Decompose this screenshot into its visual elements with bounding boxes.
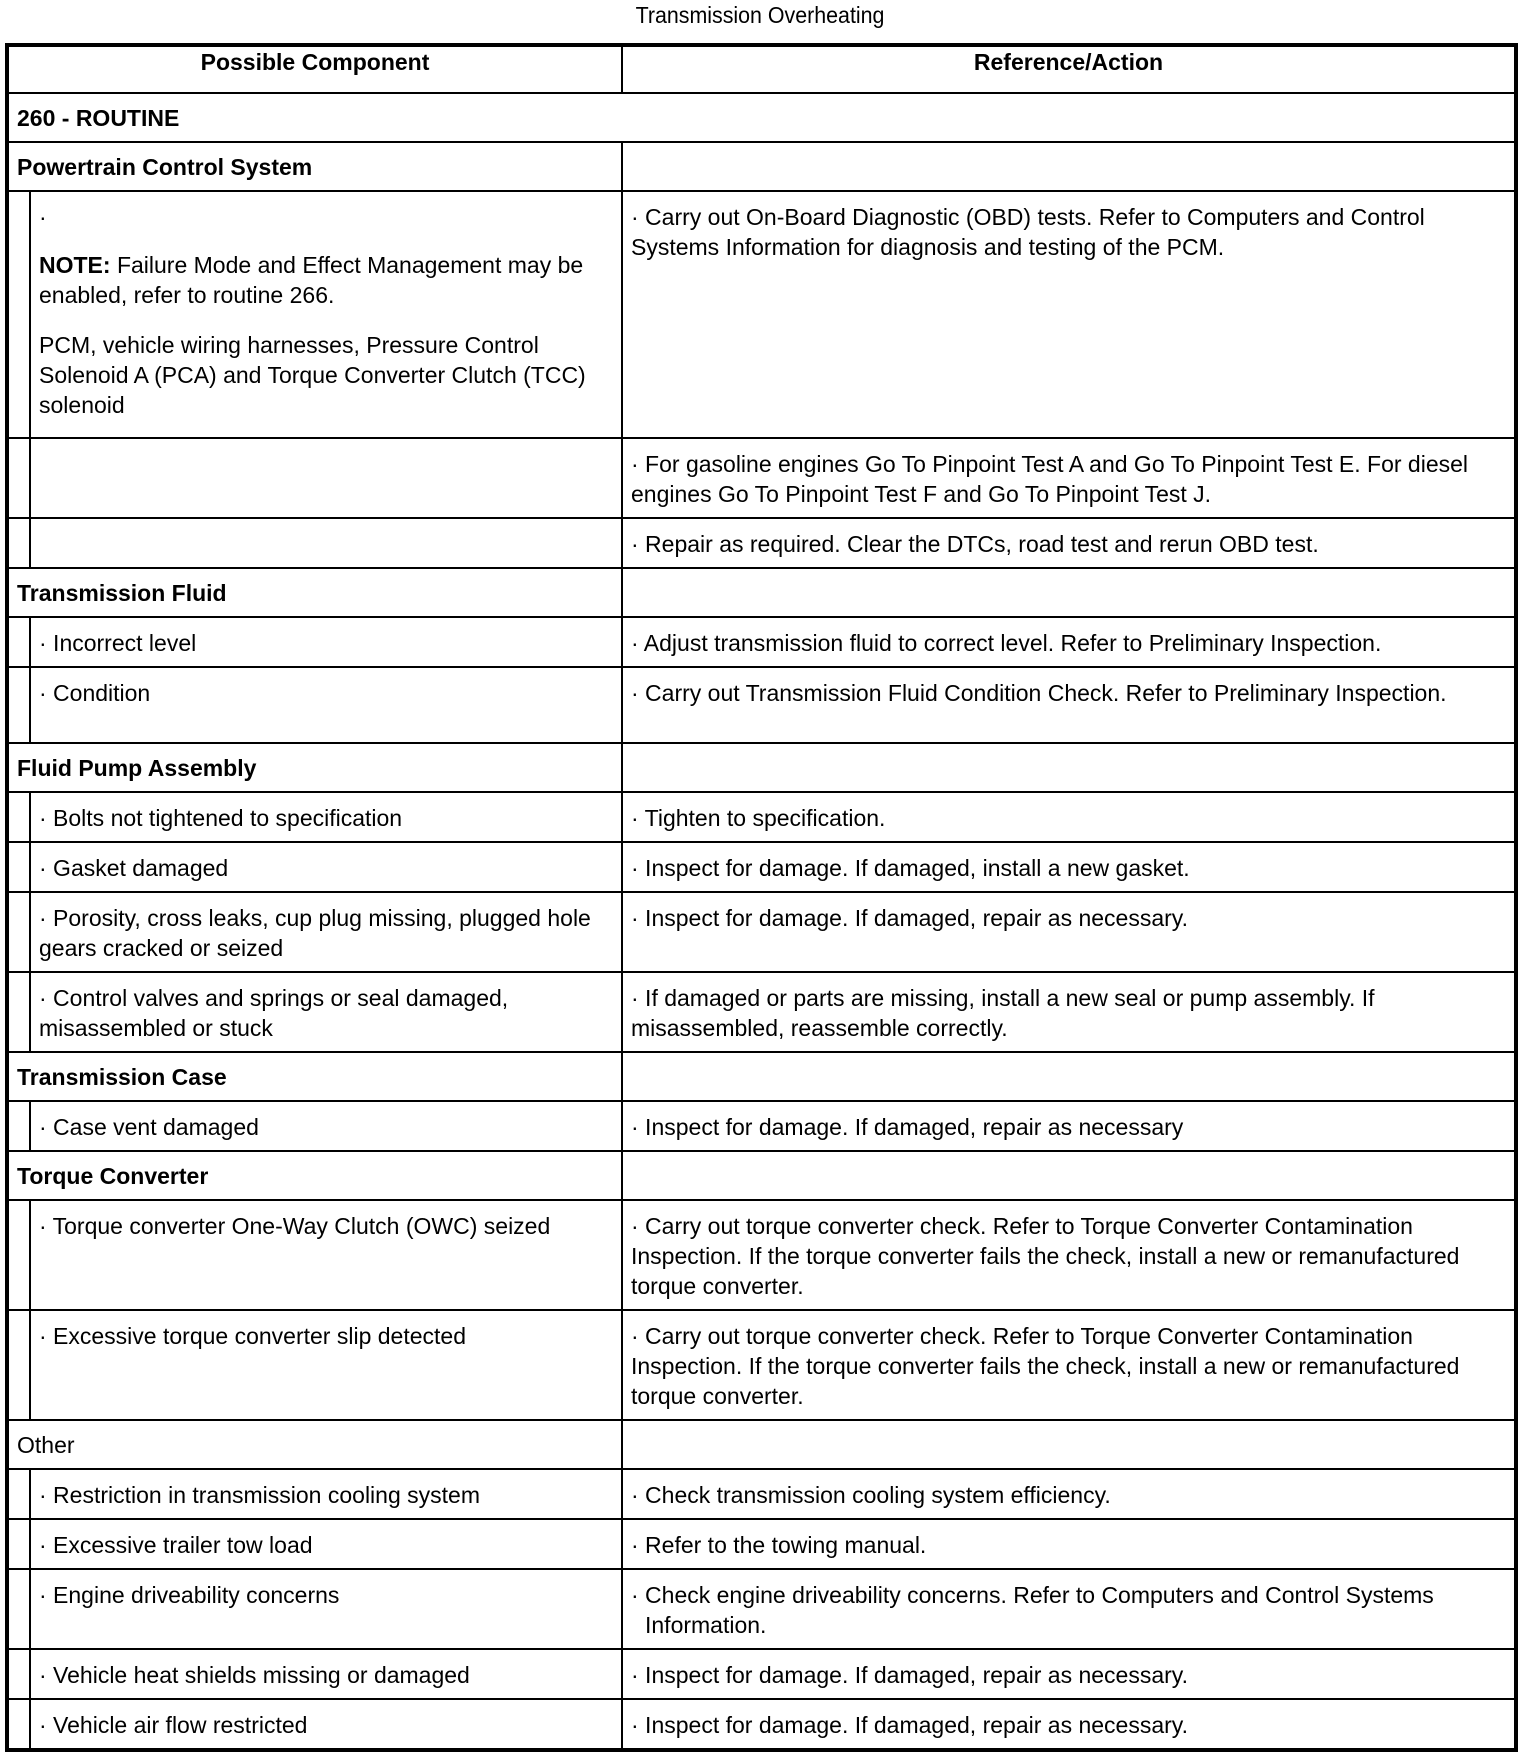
group-reference-cell-empty [622, 1151, 1516, 1200]
group-header-row [7, 568, 1516, 617]
group-reference-cell-empty [622, 568, 1516, 617]
table-row [7, 1101, 1516, 1151]
group-header-row [7, 1151, 1516, 1200]
reference-cell [622, 792, 1516, 842]
column-header-possible-component: Possible Component [7, 45, 622, 93]
indent-cell [7, 667, 30, 743]
component-text: · Bolts not tightened to specification [39, 805, 403, 831]
group-name-cell [7, 1420, 622, 1469]
component-text: · Gasket damaged [39, 855, 229, 881]
component-cell [30, 667, 622, 743]
component-cell [30, 842, 622, 892]
component-cell [30, 792, 622, 842]
reference-text: · Inspect for damage. If damaged, install a new gasket. [631, 855, 1190, 881]
indent-cell [7, 972, 30, 1052]
group-name-cell [7, 1052, 622, 1101]
component-text [31, 519, 621, 537]
reference-cell [622, 1310, 1516, 1420]
component-text: · Torque converter One-Way Clutch (OWC) seized [39, 1213, 551, 1239]
group-name: Transmission Case [17, 1064, 227, 1090]
indent-cell [7, 1469, 30, 1519]
indent-cell [7, 617, 30, 667]
routine-label: 260 - ROUTINE [17, 105, 180, 131]
reference-text: · If damaged or parts are missing, install a new seal or pump assembly. If misassembled, reassemble correctly. [631, 985, 1375, 1041]
indent-cell [7, 518, 30, 568]
component-cell [30, 438, 622, 518]
table-row [7, 1649, 1516, 1699]
component-cell [30, 1310, 622, 1420]
table-row [7, 972, 1516, 1052]
reference-cell [622, 892, 1516, 972]
reference-cell [622, 1519, 1516, 1569]
indent-cell [7, 1310, 30, 1420]
routine-row [7, 93, 1516, 142]
reference-text: · Carry out torque converter check. Refer to Torque Converter Contamination Inspection. If the torque converter fails the check, install a new or remanufactured torque converter. [631, 1323, 1460, 1409]
component-text: · Excessive torque converter slip detected [39, 1323, 466, 1349]
component-cell [30, 892, 622, 972]
group-name-cell [7, 142, 622, 191]
reference-cell [622, 438, 1516, 518]
reference-text: · Carry out Transmission Fluid Condition Check. Refer to Preliminary Inspection. [631, 680, 1447, 706]
reference-text: · For gasoline engines Go To Pinpoint Test A and Go To Pinpoint Test E. For diesel engines Go To Pinpoint Test F and Go To Pinpoint Test J. [631, 451, 1469, 507]
reference-text: · Check transmission cooling system efficiency. [631, 1482, 1111, 1508]
component-text: · Engine driveability concerns [39, 1582, 340, 1608]
group-header-row [7, 1420, 1516, 1469]
group-name: Transmission Fluid [17, 580, 227, 606]
reference-cell [622, 191, 1516, 438]
table-row [7, 792, 1516, 842]
component-cell [30, 191, 622, 438]
component-cell [30, 617, 622, 667]
indent-cell [7, 1101, 30, 1151]
routine-cell [7, 93, 1516, 142]
group-reference-cell-empty [622, 743, 1516, 792]
indent-cell [7, 1649, 30, 1699]
reference-cell [622, 1469, 1516, 1519]
group-name: Torque Converter [17, 1163, 209, 1189]
reference-text: · Inspect for damage. If damaged, repair as necessary [631, 1114, 1184, 1140]
indent-cell [7, 792, 30, 842]
group-header-row [7, 142, 1516, 191]
reference-text: · Carry out torque converter check. Refer to Torque Converter Contamination Inspection. If the torque converter fails the check, install a new or remanufactured torque converter. [631, 1213, 1460, 1299]
note-label: NOTE: [39, 252, 111, 278]
component-text: PCM, vehicle wiring harnesses, Pressure Control Solenoid A (PCA) and Torque Converter Clutch (TCC) solenoid [39, 332, 586, 418]
document-title: Transmission Overheating [635, 2, 885, 28]
reference-text: · Inspect for damage. If damaged, repair as necessary. [631, 1662, 1188, 1688]
indent-cell [7, 191, 30, 438]
reference-cell [622, 972, 1516, 1052]
component-text: · Porosity, cross leaks, cup plug missing, plugged hole gears cracked or seized [39, 905, 591, 961]
reference-cell [622, 1649, 1516, 1699]
reference-text: · Carry out On-Board Diagnostic (OBD) tests. Refer to Computers and Control Systems Information for diagnosis and testing of the PCM. [631, 204, 1425, 260]
note [39, 250, 613, 310]
component-cell [30, 1519, 622, 1569]
reference-cell [622, 617, 1516, 667]
indent-cell [7, 1519, 30, 1569]
component-text: · Case vent damaged [39, 1114, 259, 1140]
component-cell [30, 1469, 622, 1519]
group-header-row [7, 1052, 1516, 1101]
group-reference-cell-empty [622, 142, 1516, 191]
group-name-cell [7, 568, 622, 617]
diagnosis-table [5, 43, 1518, 1752]
reference-cell [622, 842, 1516, 892]
component-cell [30, 1699, 622, 1750]
reference-text: · Inspect for damage. If damaged, repair as necessary. [631, 905, 1188, 931]
table-row [7, 191, 1516, 438]
indent-cell [7, 842, 30, 892]
component-text: · Vehicle heat shields missing or damaged [39, 1662, 470, 1688]
table-row [7, 617, 1516, 667]
group-reference-cell-empty [622, 1420, 1516, 1469]
reference-text: · Refer to the towing manual. [631, 1532, 927, 1558]
reference-text: · Inspect for damage. If damaged, repair as necessary. [631, 1712, 1188, 1738]
table-row [7, 1519, 1516, 1569]
group-name-cell [7, 743, 622, 792]
reference-text: · Repair as required. Clear the DTCs, road test and rerun OBD test. [631, 531, 1319, 557]
reference-cell [622, 667, 1516, 743]
reference-text: · Tighten to specification. [631, 805, 886, 831]
table-row [7, 518, 1516, 568]
reference-cell [622, 1200, 1516, 1310]
table-row [7, 1469, 1516, 1519]
indent-cell [7, 1699, 30, 1750]
group-name-cell [7, 1151, 622, 1200]
reference-cell [622, 1569, 1516, 1649]
group-header-row [7, 743, 1516, 792]
table-row [7, 1200, 1516, 1310]
group-name: Other [17, 1432, 75, 1458]
table-row [7, 842, 1516, 892]
group-name: Powertrain Control System [17, 154, 313, 180]
group-name: Fluid Pump Assembly [17, 755, 257, 781]
reference-text: · Adjust transmission fluid to correct level. Refer to Preliminary Inspection. [631, 630, 1382, 656]
indent-cell [7, 438, 30, 518]
group-reference-cell-empty [622, 1052, 1516, 1101]
table-row [7, 667, 1516, 743]
reference-cell [622, 1699, 1516, 1750]
table-row [7, 892, 1516, 972]
indent-cell [7, 1569, 30, 1649]
component-text: · Excessive trailer tow load [39, 1532, 313, 1558]
component-text: · Condition [39, 680, 151, 706]
table-row [7, 1569, 1516, 1649]
header-row [7, 45, 1516, 93]
component-text [31, 439, 621, 457]
component-text: · Control valves and springs or seal damaged, misassembled or stuck [39, 985, 509, 1041]
component-text: · Vehicle air flow restricted [39, 1712, 308, 1738]
reference-cell [622, 1101, 1516, 1151]
component-cell [30, 1101, 622, 1151]
note-text: Failure Mode and Effect Management may be enabled, refer to routine 266. [39, 252, 584, 308]
component-text: · Incorrect level [39, 630, 197, 656]
component-cell [30, 1569, 622, 1649]
column-header-reference-action: Reference/Action [622, 45, 1516, 93]
component-cell [30, 1200, 622, 1310]
component-cell [30, 518, 622, 568]
component-cell [30, 1649, 622, 1699]
table-row [7, 1699, 1516, 1750]
table-row [7, 1310, 1516, 1420]
component-bullet: · [39, 204, 47, 230]
indent-cell [7, 892, 30, 972]
indent-cell [7, 1200, 30, 1310]
reference-text: · Check engine driveability concerns. Refer to Computers and Control Systems Information. [631, 1582, 1434, 1638]
table-row [7, 438, 1516, 518]
reference-cell [622, 518, 1516, 568]
component-text: · Restriction in transmission cooling system [39, 1482, 480, 1508]
component-cell [30, 972, 622, 1052]
